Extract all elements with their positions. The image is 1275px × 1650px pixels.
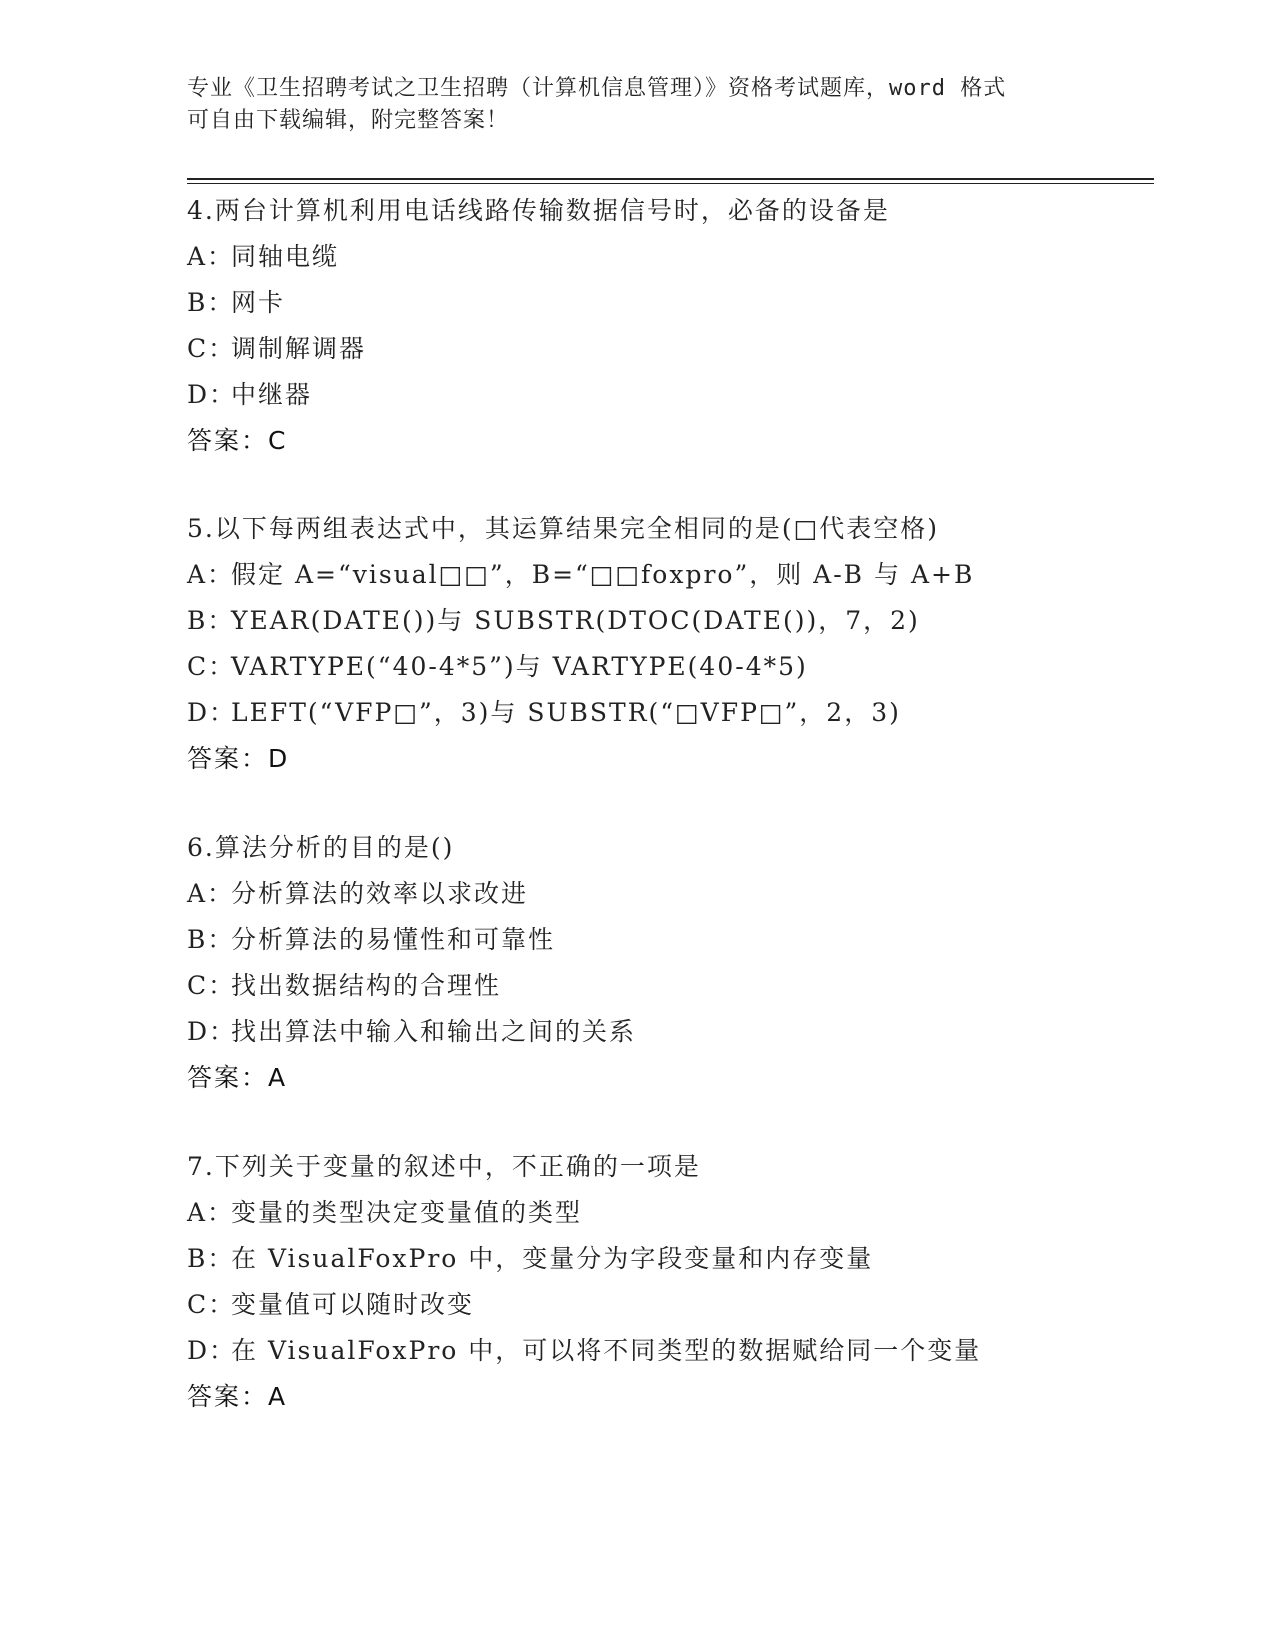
option-c [187, 1289, 1187, 1335]
option-c [187, 970, 1187, 1016]
option-b [187, 287, 1187, 333]
option-a [187, 1197, 1187, 1243]
header-divider-thick [187, 178, 1154, 180]
option-c [187, 651, 1187, 697]
option-text: 在 VisualFoxPro 中，变量分为字段变量和内存变量 [231, 1244, 874, 1273]
option-key: B： [187, 606, 235, 635]
option-d [187, 1016, 1187, 1062]
option-key: A： [187, 879, 235, 908]
option-text: LEFT(“VFP□”，3)与 SUBSTR(“□VFP□”，2，3) [231, 698, 901, 727]
answer-line: 答案：D [187, 744, 290, 773]
option-a [187, 559, 1187, 605]
option-key: C： [187, 1290, 236, 1319]
option-key: C： [187, 652, 236, 681]
option-key: B： [187, 288, 235, 317]
question-block [187, 1151, 1187, 1427]
option-key: A： [187, 560, 235, 589]
option-text: 在 VisualFoxPro 中，可以将不同类型的数据赋给同一个变量 [231, 1336, 982, 1365]
option-text: 同轴电缆 [231, 242, 340, 271]
question-block [187, 195, 1187, 471]
option-a [187, 878, 1187, 924]
option-text: 找出数据结构的合理性 [231, 971, 502, 1000]
question-text: 5.以下每两组表达式中，其运算结果完全相同的是(□代表空格) [187, 514, 939, 543]
option-text: VARTYPE(“40-4*5”)与 VARTYPE(40-4*5) [231, 652, 808, 681]
header-divider-thin [187, 183, 1154, 184]
option-b [187, 1243, 1187, 1289]
option-text: 分析算法的效率以求改进 [231, 879, 529, 908]
option-key: B： [187, 1244, 235, 1273]
option-text: 找出算法中输入和输出之间的关系 [231, 1017, 637, 1046]
option-a [187, 241, 1187, 287]
question-text: 7.下列关于变量的叙述中，不正确的一项是 [187, 1152, 701, 1181]
option-d [187, 1335, 1187, 1381]
header-line-1: 专业《卫生招聘考试之卫生招聘（计算机信息管理）》资格考试题库，word 格式 [187, 76, 1007, 101]
header-line-2: 可自由下载编辑，附完整答案！ [187, 108, 510, 133]
option-text: 分析算法的易懂性和可靠性 [231, 925, 556, 954]
option-key: A： [187, 242, 235, 271]
option-key: C： [187, 334, 236, 363]
answer-line: 答案：A [187, 1063, 288, 1092]
answer-line: 答案：C [187, 426, 288, 455]
question-text: 6.算法分析的目的是() [187, 833, 455, 862]
option-text: YEAR(DATE())与 SUBSTR(DTOC(DATE())，7，2) [231, 606, 920, 635]
option-text: 调制解调器 [231, 334, 367, 363]
option-key: D： [187, 380, 237, 409]
option-b [187, 924, 1187, 970]
option-d [187, 379, 1187, 425]
option-key: D： [187, 1017, 237, 1046]
option-b [187, 605, 1187, 651]
option-c [187, 333, 1187, 379]
option-key: C： [187, 971, 236, 1000]
answer-line: 答案：A [187, 1382, 288, 1411]
option-key: A： [187, 1198, 235, 1227]
question-block [187, 513, 1187, 789]
option-text: 网卡 [231, 288, 286, 317]
question-text: 4.两台计算机利用电话线路传输数据信号时，必备的设备是 [187, 196, 890, 225]
option-key: D： [187, 1336, 237, 1365]
document-header [187, 73, 1087, 137]
option-text: 变量的类型决定变量值的类型 [231, 1198, 583, 1227]
option-key: B： [187, 925, 235, 954]
option-key: D： [187, 698, 237, 727]
option-text: 假定 A=“visual□□”，B=“□□foxpro”，则 A-B 与 A+B [231, 560, 975, 589]
option-text: 变量值可以随时改变 [231, 1290, 475, 1319]
option-d [187, 697, 1187, 743]
option-text: 中继器 [231, 380, 313, 409]
question-block [187, 832, 1187, 1108]
